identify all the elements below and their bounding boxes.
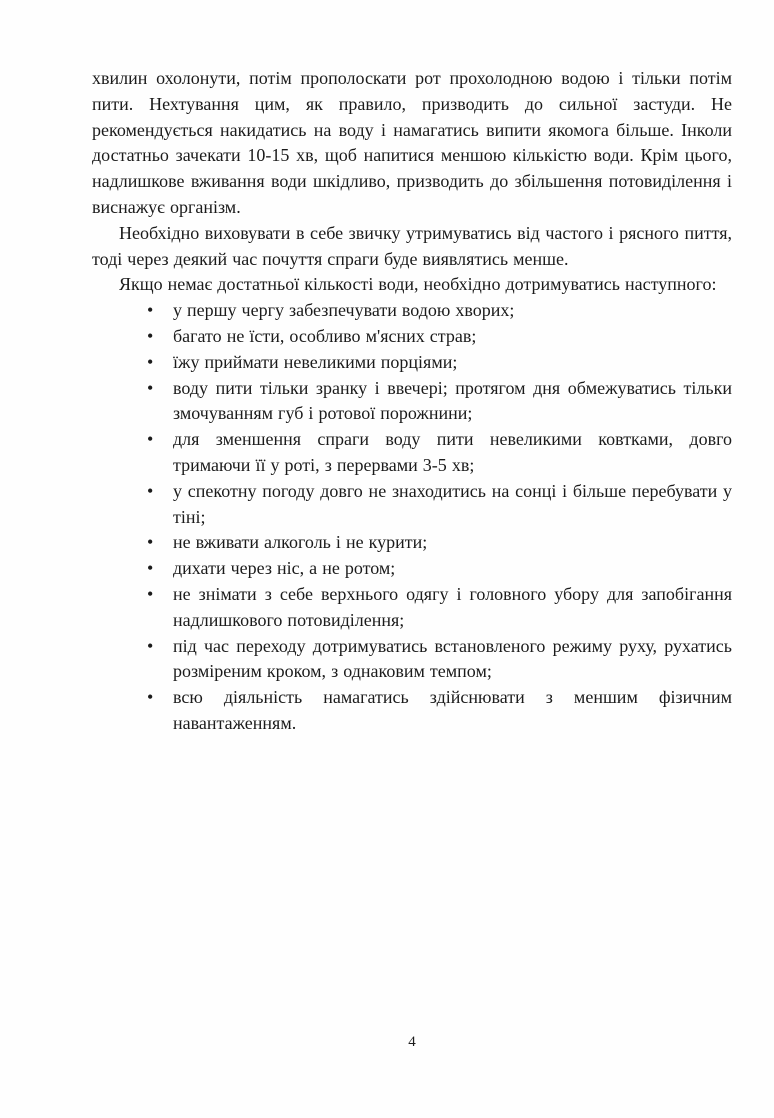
list-item — [92, 376, 732, 428]
bullet-icon: • — [147, 351, 154, 372]
list-item-text: дихати через ніс, а не ротом; — [173, 558, 396, 579]
list-item — [92, 427, 732, 479]
list-item-text: багато не їсти, особливо м'ясних страв; — [173, 325, 477, 346]
paragraph-list-intro: Якщо немає достатньої кількості води, необхідно дотримуватись наступного: — [119, 274, 717, 295]
bullet-icon: • — [147, 429, 154, 450]
list-item-text: у першу чергу забезпечувати водою хворих; — [173, 300, 515, 321]
list-item-text: під час переходу дотримуватись встановленого режиму руху, рухатись розміреним кроком, з однаковим темпом; — [173, 635, 732, 682]
list-item — [92, 556, 732, 582]
list-item — [92, 298, 732, 324]
bullet-icon: • — [147, 300, 154, 321]
list-item-text: їжу приймати невеликими порціями; — [173, 351, 458, 372]
bullet-list — [92, 298, 732, 737]
list-item-text: для зменшення спраги воду пити невеликими ковтками, довго тримаючи її у роті, з перервами 3-5 хв; — [173, 429, 732, 475]
list-item — [92, 350, 732, 376]
page-number: 4 — [408, 1034, 416, 1050]
list-item — [92, 479, 732, 531]
list-item-text: всю діяльність намагатись здійснювати з меншим фізичним навантаженням. — [173, 687, 732, 733]
list-item — [92, 530, 732, 556]
list-item-text: у спекотну погоду довго не знаходитись на сонці і більше перебувати у тіні; — [173, 480, 732, 527]
paragraph-habit: Необхідно виховувати в себе звичку утримуватись від частого і рясного пиття, тоді через деякий час почуття спраги буде виявлятись менше. — [92, 222, 732, 269]
bullet-icon: • — [147, 635, 154, 656]
list-item — [92, 685, 732, 737]
bullet-icon: • — [147, 558, 154, 579]
bullet-icon: • — [147, 532, 154, 553]
bullet-icon: • — [147, 583, 154, 604]
list-item-text: не вживати алкоголь і не курити; — [173, 532, 428, 553]
list-item-text: воду пити тільки зранку і ввечері; протягом дня обмежуватись тільки змочуванням губ і ротової порожнини; — [173, 377, 732, 424]
bullet-icon: • — [147, 480, 154, 501]
list-item — [92, 324, 732, 350]
list-item — [92, 634, 732, 686]
bullet-icon: • — [147, 377, 154, 398]
list-item-text: не знімати з себе верхнього одягу і головного убору для запобігання надлишкового потовиділення; — [173, 583, 732, 630]
paragraph-continuation: хвилин охолонути, потім прополоскати рот прохолодною водою і тільки потім пити. Нехтування цим, як правило, призводить до сильної застуди. Не рекомендується накидатись на воду і намагатись випити якомога більше. Інколи достатньо зачекати 10-15 хв, щоб напитися меншою кількістю води. Крім цього, надлишкове вживання води шкідливо, призводить до збільшення потовиділення і виснажує організм. — [92, 68, 732, 217]
bullet-icon: • — [147, 325, 154, 346]
bullet-icon: • — [147, 687, 154, 708]
text-block — [92, 66, 732, 737]
list-item — [92, 582, 732, 634]
